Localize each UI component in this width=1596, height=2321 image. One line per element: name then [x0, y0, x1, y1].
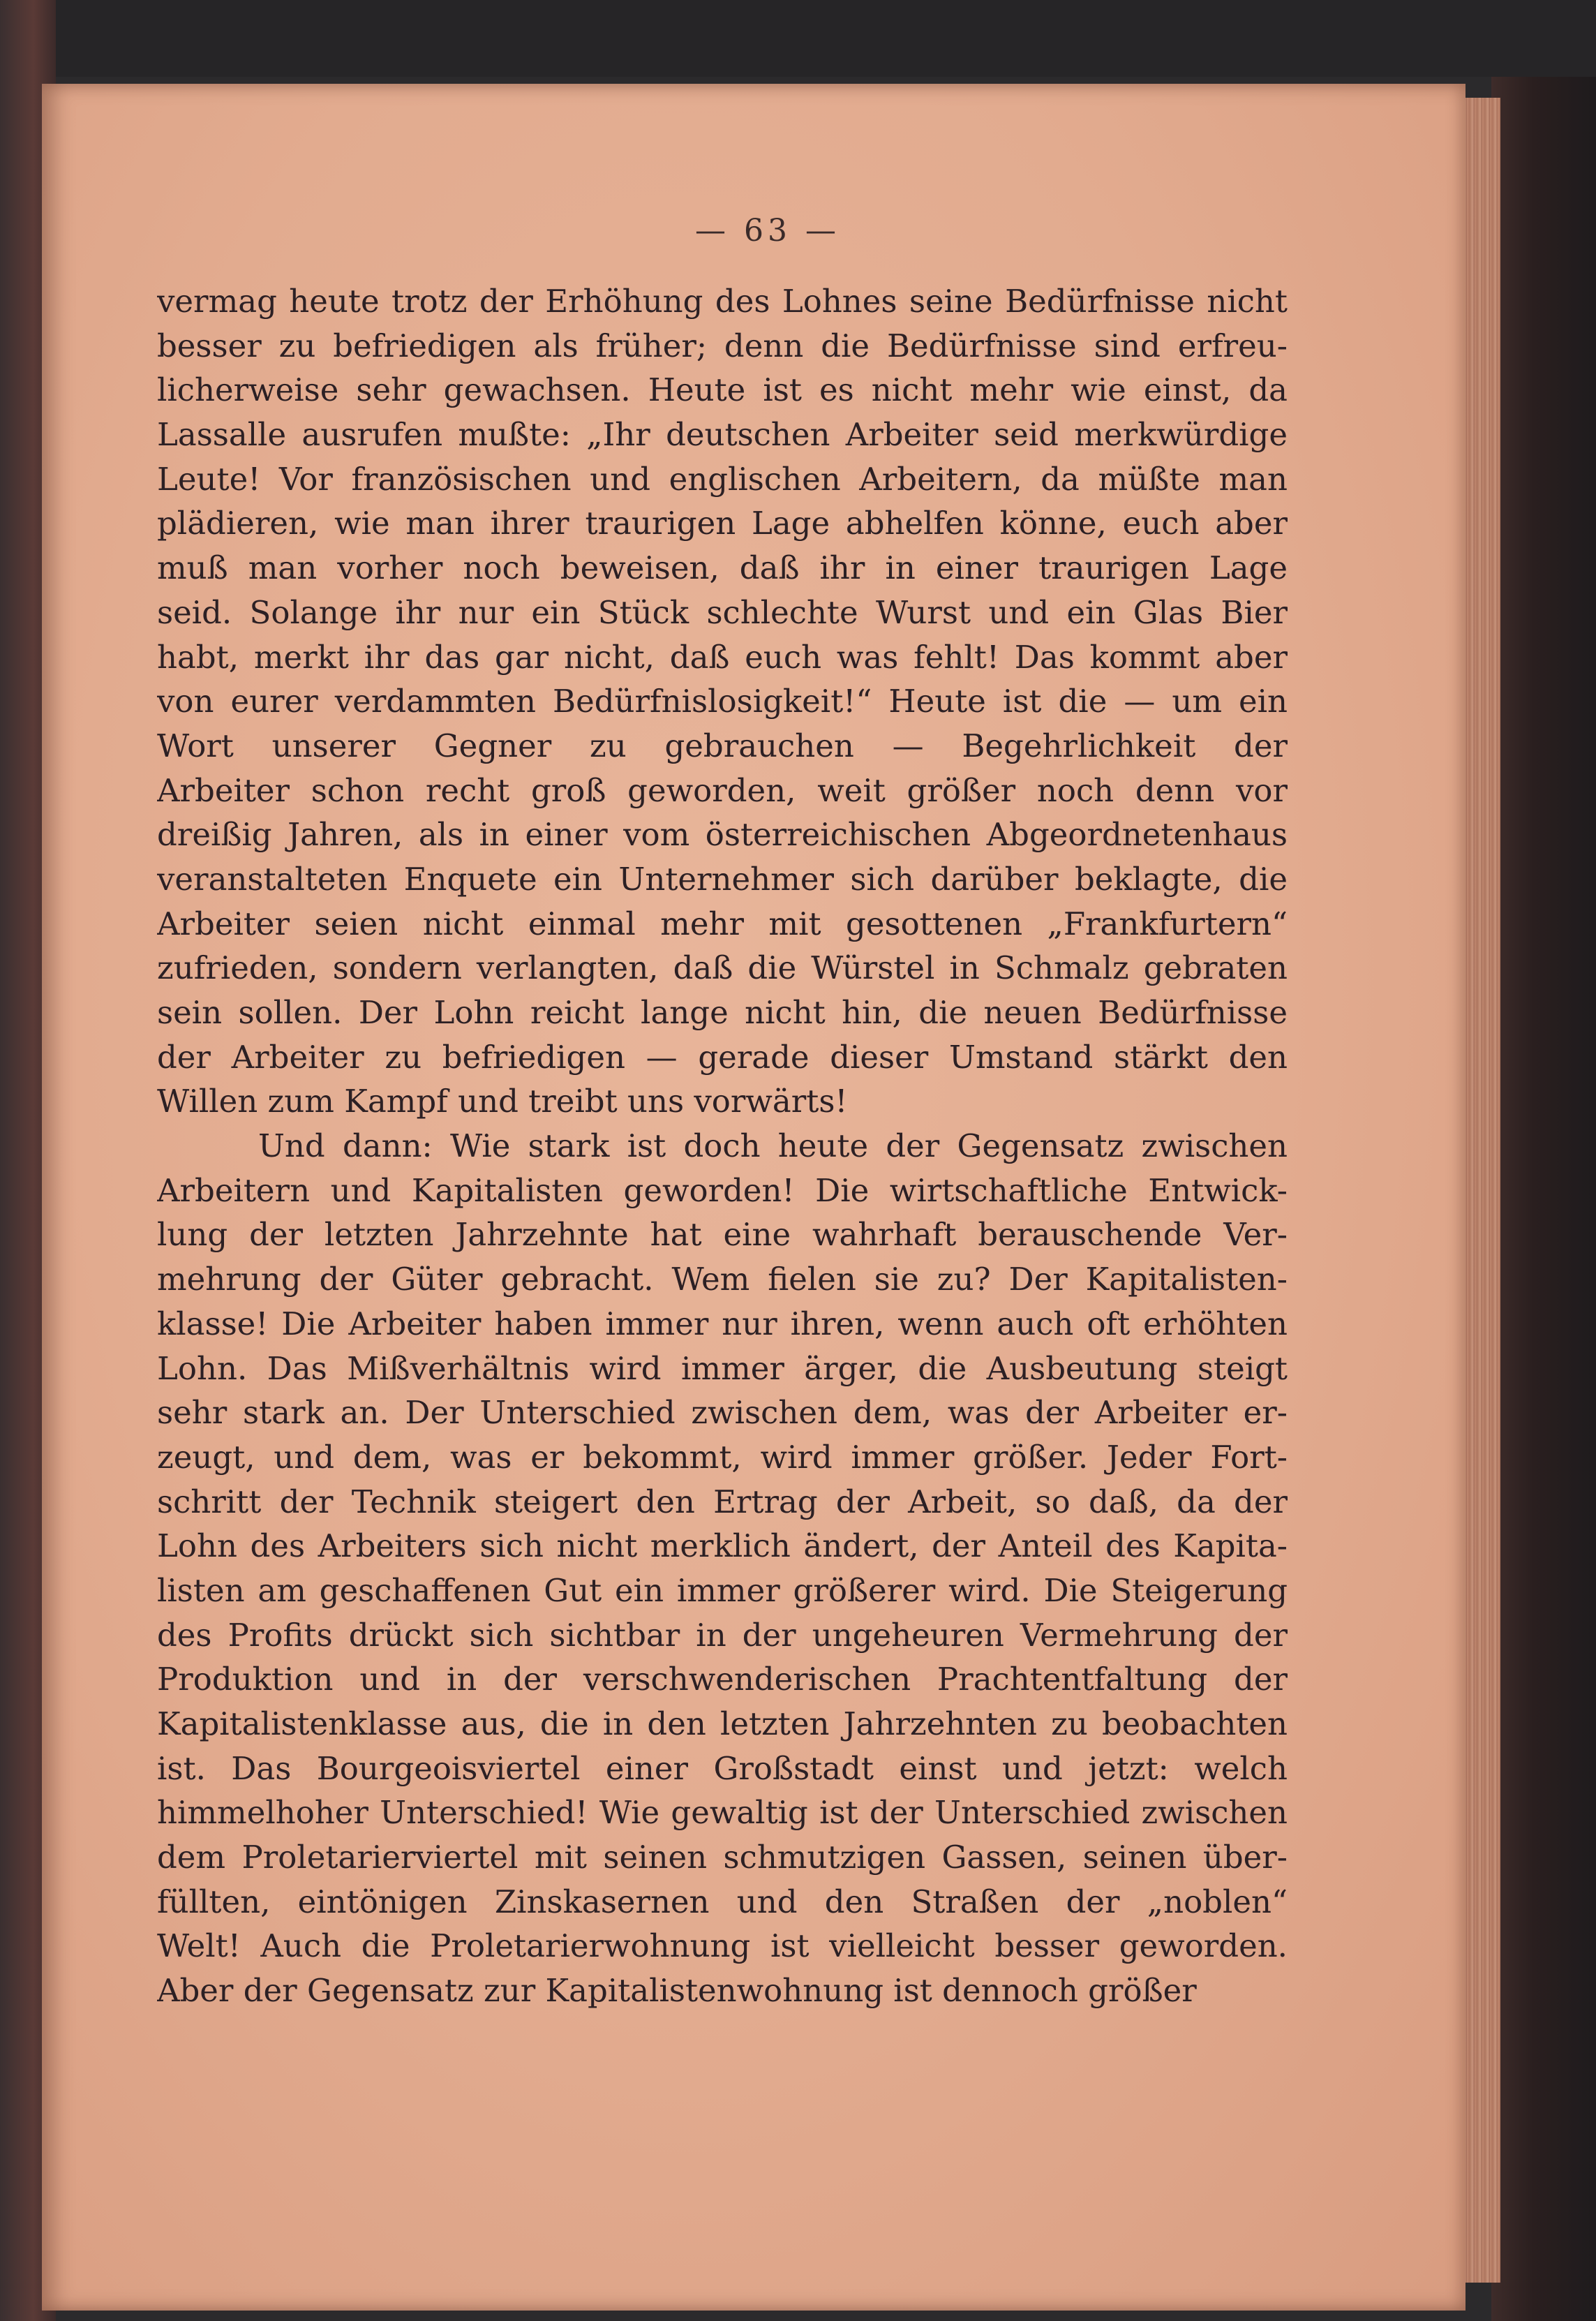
text-line: Lohn. Das Mißverhältnis wird immer ärger, die Ausbeutung steigt	[157, 1349, 1288, 1387]
text-line: füllten, eintönigen Zinskasernen und den Straßen der „noblen“	[157, 1883, 1288, 1920]
text-line: Arbeiter seien nicht einmal mehr mit gesottenen „Frankfurtern“	[157, 905, 1288, 942]
text-line: himmelhoher Unterschied! Wie gewaltig ist der Unterschied zwischen	[157, 1794, 1288, 1832]
text-line: schritt der Technik steigert den Ertrag der Arbeit, so daß, da der	[157, 1483, 1288, 1520]
text-line: plädieren, wie man ihrer traurigen Lage abhelfen könne, euch aber	[157, 505, 1288, 542]
text-line: Lohn des Arbeiters sich nicht merklich ändert, der Anteil des Kapita-	[157, 1527, 1288, 1565]
text-line: zufrieden, sondern verlangten, daß die Würstel in Schmalz gebraten	[157, 949, 1288, 987]
text-line: von eurer verdammten Bedürfnislosigkeit!“ Heute ist die — um ein	[157, 683, 1288, 720]
book-cover-right	[1491, 77, 1596, 2321]
paragraph	[157, 279, 1288, 1124]
paragraph	[157, 1124, 1288, 2013]
text-line: vermag heute trotz der Erhöhung des Lohnes seine Bedürfnisse nicht	[157, 283, 1288, 320]
text-line: lung der letzten Jahrzehnte hat eine wahrhaft berauschende Ver-	[157, 1216, 1288, 1254]
text-line: Aber der Gegensatz zur Kapitalistenwohnung ist dennoch größer	[157, 1972, 1197, 2010]
text-line: dreißig Jahren, als in einer vom österreichischen Abgeordnetenhaus	[157, 816, 1288, 854]
text-line: seid. Solange ihr nur ein Stück schlechte Wurst und ein Glas Bier	[157, 593, 1288, 631]
text-line: klasse! Die Arbeiter haben immer nur ihren, wenn auch oft erhöhten	[157, 1305, 1288, 1342]
text-line: Wort unserer Gegner zu gebrauchen — Begehrlichkeit der	[157, 727, 1288, 764]
text-line: Leute! Vor französischen und englischen Arbeitern, da müßte man	[157, 460, 1288, 498]
text-line: Willen zum Kampf und treibt uns vorwärts!	[157, 1083, 848, 1120]
text-line: Arbeiter schon recht groß geworden, weit größer noch denn vor	[157, 771, 1288, 809]
background-top	[0, 0, 1596, 77]
text-line: ist. Das Bourgeoisviertel einer Großstadt einst und jetzt: welch	[157, 1749, 1288, 1787]
page-number: — 63 —	[695, 213, 840, 249]
text-line: Lassalle ausrufen mußte: „Ihr deutschen Arbeiter seid merkwürdige	[157, 416, 1288, 454]
text-line: sehr stark an. Der Unterschied zwischen dem, was der Arbeiter er-	[157, 1394, 1288, 1432]
text-line: habt, merkt ihr das gar nicht, daß euch was fehlt! Das kommt aber	[157, 638, 1288, 676]
text-line: Produktion und in der verschwenderischen Prachtentfaltung der	[157, 1661, 1288, 1698]
text-line: dem Proletarierviertel mit seinen schmutzigen Gassen, seinen über-	[157, 1839, 1288, 1876]
text-line: listen am geschaffenen Gut ein immer größerer wird. Die Steigerung	[157, 1571, 1288, 1609]
text-line: zeugt, und dem, was er bekommt, wird immer größer. Jeder Fort-	[157, 1438, 1288, 1476]
text-line: Kapitalistenklasse aus, die in den letzten Jahrzehnten zu beobachten	[157, 1705, 1288, 1742]
body-text	[157, 279, 1288, 2013]
text-line: besser zu befriedigen als früher; denn die Bedürfnisse sind erfreu-	[157, 327, 1288, 364]
text-line: mehrung der Güter gebracht. Wem fielen sie zu? Der Kapitalisten-	[157, 1261, 1288, 1298]
text-line: der Arbeiter zu befriedigen — gerade dieser Umstand stärkt den	[157, 1038, 1288, 1076]
text-line: Arbeitern und Kapitalisten geworden! Die wirtschaftliche Entwick-	[157, 1171, 1288, 1209]
text-line: Und dann: Wie stark ist doch heute der Gegensatz zwischen	[258, 1127, 1288, 1165]
text-line: Welt! Auch die Proletarierwohnung ist vielleicht besser geworden.	[157, 1927, 1288, 1965]
text-line: muß man vorher noch beweisen, daß ihr in einer traurigen Lage	[157, 549, 1288, 587]
text-line: sein sollen. Der Lohn reicht lange nicht hin, die neuen Bedürfnisse	[157, 994, 1288, 1031]
text-line: licherweise sehr gewachsen. Heute ist es nicht mehr wie einst, da	[157, 371, 1288, 409]
text-line: des Profits drückt sich sichtbar in der ungeheuren Vermehrung der	[157, 1616, 1288, 1654]
text-line: veranstalteten Enquete ein Unternehmer sich darüber beklagte, die	[157, 860, 1288, 898]
